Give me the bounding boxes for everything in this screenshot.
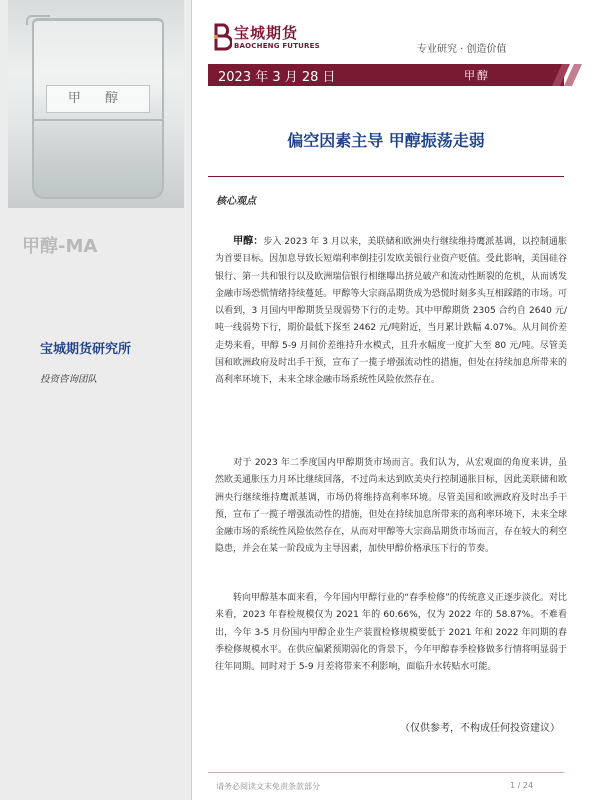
beaker-image	[32, 18, 164, 199]
paragraph-3-text: 转向甲醇基本面来看，今年国内甲醇行业的“春季检修”的传统意义正逐步淡化。对比来看，2023 年春检规模仅为 2021 年的 60.66%，仅为 2022 年的 58.87%。不难看出，今年 3-5 月份国内甲醇企业生产装置检修规模要低于 2021 年和 2022 年同期的春季检修规模水平。在供应偏紧预期弱化的背景下，今年甲醇春季检修做多行情将明显弱于往年同期。同时对于 5-9 月差将带来不利影响，面临升水转贴水可能。	[215, 593, 567, 673]
team-name: 投资咨询团队	[40, 374, 98, 385]
beaker-lip	[26, 15, 50, 25]
paragraph-3	[215, 590, 567, 676]
product-title: 甲醇-MA	[22, 236, 98, 257]
left-sidebar	[0, 0, 192, 800]
footer-divider	[208, 772, 564, 773]
date-bar	[208, 64, 564, 86]
logo-english-name: BAOCHENG FUTURES	[234, 42, 320, 50]
report-date: 2023 年 3 月 28 日	[218, 70, 336, 85]
stripe-decoration-icon	[540, 64, 586, 86]
headline-divider	[208, 176, 564, 177]
paragraph-1-text: 步入 2023 年 3 月以来，美联储和欧洲央行继续维持鹰派基调，以控制通胀为首要目标。因加息导致长短端利率倒挂引发欧美银行业资产贬值。受此影响，美国硅谷银行、第一共和银行以及欧洲瑞信银行相继曝出挤兑破产和流动性断裂的危机，从而诱发金融市场恐慌情绪持续蔓延。甲醇等大宗商品期货成为恐慌时刻多头互相踩踏的市场。可以看到，3 月国内甲醇期货呈现弱势下行的走势。其中甲醇期货 2305 合约自 2640 元/吨一线弱势下行，期价最低下探至 2462 元/吨附近，当月累计跌幅 4.07%。从月间价差走势来看，甲醇 5-9 月间价差维持升水模式，且升水幅度一度扩大至 80 元/吨。尽管美国和欧洲政府及时出手干预，宣布了一揽子增强流动性的措施，但处在持续加息所带来的高利率环境下，未来全球金融市场系统性风险依然存在。	[215, 237, 568, 386]
company-logo	[212, 21, 324, 55]
institute-name: 宝城期货研究所	[40, 342, 132, 357]
paragraph-2-text: 对于 2023 年二季度国内甲醇期货市场而言。我们认为，从宏观面的角度来讲，虽然欧美通胀压力月环比继续回落，不过尚未达到欧美央行控制通胀目标，因此美联储和欧洲央行继续维持鹰派基调，市场仍将维持高利率环境。尽管美国和欧洲政府及时出手干预，宣布了一揽子增强流动性的措施，但处在持续加息所带来的高利率环境下，未来全球金融市场的系统性风险依然存在，从而对甲醇等大宗商品期货市场而言，存在较大的利空隐患，并会在某一阶段成为主导因素，加快甲醇价格承压下行的节奏。	[215, 458, 567, 555]
bar-product-name: 甲醇	[464, 69, 490, 82]
paragraph-1	[215, 233, 567, 390]
company-slogan: 专业研究 · 创造价值	[417, 44, 507, 55]
disclaimer: （仅供参考，不构成任何投资建议）	[400, 723, 560, 734]
methanol-beaker-photo	[8, 0, 184, 208]
footer-note[interactable]: 请务必阅读文末免责条款部分	[216, 782, 320, 791]
logo-chinese-name: 宝城期货	[234, 24, 299, 42]
paragraph-1-lead: 甲醇：	[233, 236, 264, 247]
page-number: 1 / 24	[510, 781, 534, 790]
beaker-liquid-line	[34, 119, 162, 121]
paragraph-2	[215, 455, 567, 559]
section-title: 核心观点	[216, 196, 256, 207]
beaker-label: 甲 醇	[46, 85, 150, 113]
report-headline: 偏空因素主导 甲醇振荡走弱	[287, 131, 485, 150]
logo-mark-icon	[212, 23, 232, 51]
